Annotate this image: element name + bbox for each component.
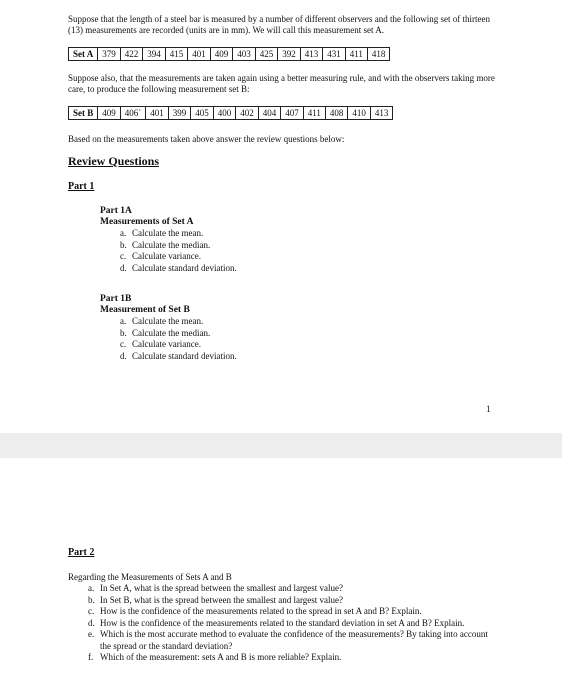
- set-a-value: 415: [165, 48, 188, 61]
- part-2-intro: Regarding the Measurements of Sets A and B: [68, 572, 232, 582]
- part-1a-list: [120, 228, 360, 274]
- set-b-value: 399: [168, 107, 191, 120]
- list-item: c. Calculate variance.: [120, 251, 201, 261]
- part-2-heading: Part 2: [68, 547, 95, 558]
- list-item: d. How is the confidence of the measurements related to the standard deviation in set A and B? Explain.: [88, 617, 465, 628]
- set-a-label: Set A: [69, 48, 98, 61]
- set-a-value: 394: [143, 48, 166, 61]
- list-item: b. Calculate the median.: [120, 239, 211, 250]
- intro-paragraph-3: Based on the measurements taken above answer the review questions below:: [68, 134, 345, 144]
- set-a-table: [68, 47, 390, 61]
- set-b-value: 402: [236, 107, 259, 120]
- list-item: b. In Set B, what is the spread between the smallest and largest value?: [88, 594, 344, 605]
- document-page-2: [0, 458, 562, 700]
- list-item: d. Calculate standard deviation.: [120, 350, 237, 361]
- part-1-heading: Part 1: [68, 181, 95, 192]
- intro-paragraph-2: Suppose also, that the measurements are taken again using a better measuring rule, and with the observers taking more care, to produce the following measurement set B:: [68, 73, 495, 94]
- page-number: 1: [486, 404, 491, 414]
- set-b-value: 404: [258, 107, 281, 120]
- set-a-value: 379: [98, 48, 121, 61]
- list-item: b. Calculate the median.: [120, 327, 211, 338]
- set-b-value: 408: [325, 107, 348, 120]
- review-questions-heading: Review Questions: [68, 154, 159, 168]
- part-1b-section: [100, 294, 360, 362]
- set-b-value: 405: [191, 107, 214, 120]
- set-b-value: 413: [370, 107, 393, 120]
- part-1b-title: Part 1B: [100, 294, 132, 304]
- list-item: d. Calculate standard deviation.: [120, 262, 237, 273]
- set-a-value: 422: [120, 48, 143, 61]
- part-1b-subtitle: Measurement of Set B: [100, 305, 190, 315]
- set-b-value: 406`: [120, 107, 146, 120]
- list-item: f. Which of the measurement: sets A and B is more reliable? Explain.: [88, 652, 342, 662]
- list-item: c. How is the confidence of the measurements related to the spread in set A and B? Explain.: [88, 606, 422, 616]
- set-a-value: 403: [233, 48, 256, 61]
- set-a-value: 411: [345, 48, 367, 61]
- part-1a-section: [100, 206, 360, 274]
- set-a-value: 409: [210, 48, 233, 61]
- set-a-value: 425: [255, 48, 278, 61]
- set-b-value: 407: [281, 107, 304, 120]
- intro-paragraph-1: Suppose that the length of a steel bar is measured by a number of different observers and the following set of thirteen (13) measurements are recorded (units are in mm). We will call this measurement set A.: [68, 14, 490, 35]
- list-item: a. Calculate the mean.: [120, 228, 204, 238]
- set-b-table: [68, 106, 393, 120]
- set-b-value: 410: [348, 107, 371, 120]
- set-a-value: 413: [300, 48, 323, 61]
- set-b-value: 411: [303, 107, 325, 120]
- list-item: c. Calculate variance.: [120, 339, 201, 349]
- list-item: a. Calculate the mean.: [120, 316, 204, 326]
- list-item: a. In Set A, what is the spread between the smallest and largest value?: [88, 583, 344, 593]
- part-2-list: [88, 583, 498, 664]
- part-1a-title: Part 1A: [100, 206, 132, 216]
- set-a-value: 431: [323, 48, 346, 61]
- part-1b-list: [120, 316, 360, 362]
- set-b-label: Set B: [69, 107, 98, 120]
- part-1a-subtitle: Measurements of Set A: [100, 217, 194, 227]
- set-b-value: 409: [98, 107, 121, 120]
- list-item: e. Which is the most accurate method to evaluate the confidence of the measurements? By taking into account the spread or the standard deviation?: [88, 629, 488, 651]
- set-b-value: 401: [146, 107, 169, 120]
- set-a-value: 401: [188, 48, 211, 61]
- set-a-value: 392: [278, 48, 301, 61]
- set-a-value: 418: [367, 48, 390, 61]
- set-b-value: 400: [213, 107, 236, 120]
